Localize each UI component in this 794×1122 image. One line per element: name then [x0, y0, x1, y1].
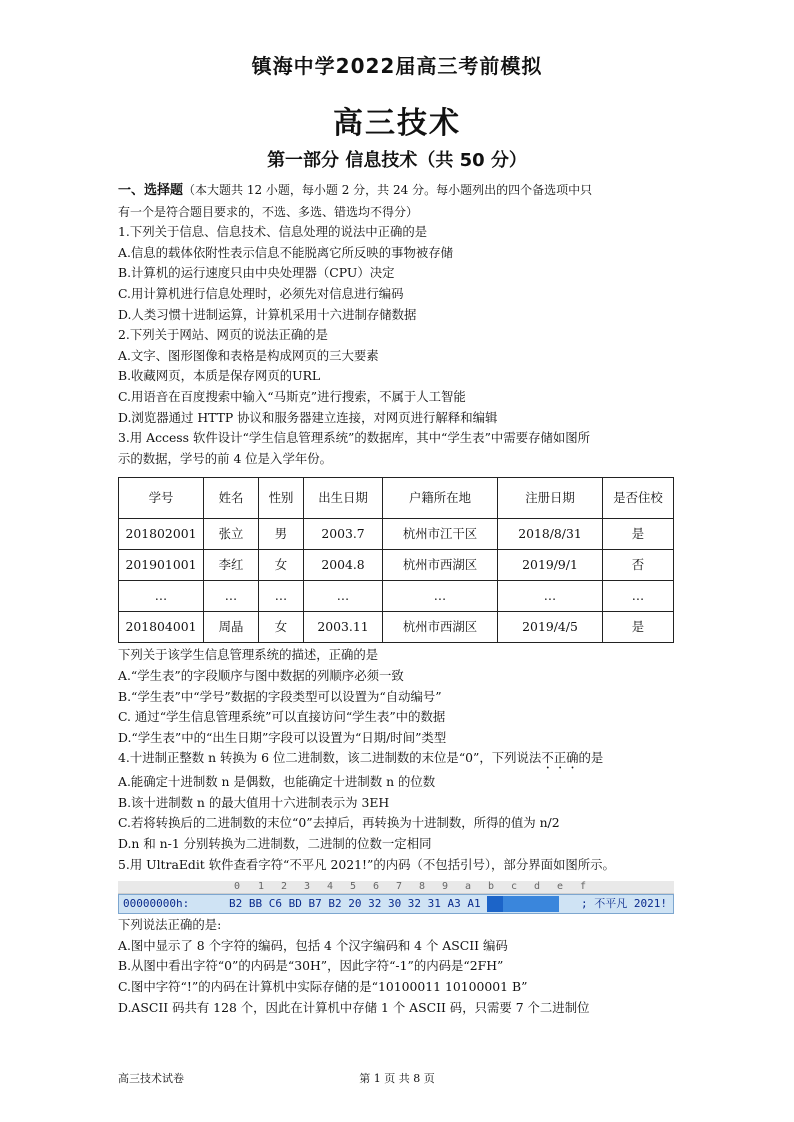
part-title: 第一部分 信息技术（共 50 分） — [267, 150, 527, 171]
ruler-label: 6 — [373, 881, 380, 893]
table-row — [119, 550, 674, 581]
exam-content — [118, 180, 678, 1018]
table-header: 学号 — [119, 478, 204, 519]
table-header: 出生日期 — [304, 478, 383, 519]
section-intro — [118, 180, 678, 202]
question-2-stem: 2.下列关于网站、网页的说法正确的是 — [118, 327, 329, 343]
question-5-option-a: A.图中显示了 8 个字符的编码，包括 4 个汉字编码和 4 个 ASCII 编码 — [118, 937, 508, 953]
table-cell: 杭州市西湖区 — [383, 550, 498, 581]
question-3-option-a: A.“学生表”的字段顺序与图中数据的列顺序必须一致 — [118, 667, 404, 683]
table-cell: … — [603, 581, 674, 612]
question-2-option-a: A.文字、图形图像和表格是构成网页的三大要素 — [118, 347, 379, 363]
table-cell: 2018/8/31 — [498, 519, 603, 550]
table-cell: 男 — [259, 519, 304, 550]
ruler-label: 4 — [327, 881, 334, 893]
ruler-label: a — [465, 881, 472, 893]
ruler-label: 9 — [442, 881, 449, 893]
table-cell: 2019/9/1 — [498, 550, 603, 581]
table-cell: 是 — [603, 519, 674, 550]
ruler-label: 3 — [304, 881, 311, 893]
question-3-option-b: B.“学生表”中“学号”数据的字段类型可以设置为“自动编号” — [118, 688, 442, 704]
table-header: 户籍所在地 — [383, 478, 498, 519]
ruler-label: 7 — [396, 881, 403, 893]
question-2-option-b: B.收藏网页，本质是保存网页的URL — [118, 368, 321, 384]
ruler-label: c — [511, 881, 518, 893]
ruler-label: f — [580, 881, 587, 893]
question-3-prompt: 下列关于该学生信息管理系统的描述，正确的是 — [118, 647, 379, 663]
hex-data-row — [118, 894, 674, 914]
table-cell: 女 — [259, 550, 304, 581]
question-1-stem: 1.下列关于信息、信息技术、信息处理的说法中正确的是 — [118, 224, 428, 240]
hex-ascii-text: ; 不平凡 2021! — [581, 897, 667, 911]
table-cell: 2003.7 — [304, 519, 383, 550]
subject-title: 高三技术 — [333, 106, 461, 141]
question-4-option-d: D.n 和 n-1 分别转换为二进制数，二进制的位数一定相同 — [118, 836, 432, 852]
question-4-stem-text: 4.十进制正整数 n 转换为 6 位二进制数，该二进制数的末位是“0”，下列说法 — [118, 750, 542, 766]
table-header-row — [119, 478, 674, 519]
question-2-option-d: D.浏览器通过 HTTP 协议和服务器建立连接，对网页进行解释和编辑 — [118, 409, 498, 425]
footer-page-number: 第 1 页 共 8 页 — [359, 1072, 435, 1085]
table-cell: 周晶 — [204, 612, 259, 643]
question-5-option-c: C.图中字符“!”的内码在计算机中实际存储的是“10100011 10100001 B” — [118, 979, 528, 995]
table-row — [119, 581, 674, 612]
student-table — [118, 477, 674, 643]
selection-highlight — [503, 896, 559, 912]
footer-exam-name: 高三技术试卷 — [118, 1072, 184, 1085]
table-header: 姓名 — [204, 478, 259, 519]
table-cell: 是 — [603, 612, 674, 643]
table-cell: 2003.11 — [304, 612, 383, 643]
ruler-label: d — [534, 881, 541, 893]
question-2-option-c: C.用语音在百度搜索中输入“马斯克”进行搜索，不属于人工智能 — [118, 388, 466, 404]
ruler-label: 2 — [281, 881, 288, 893]
ultraedit-hex-view — [118, 881, 674, 915]
table-header: 注册日期 — [498, 478, 603, 519]
ruler-label: e — [557, 881, 564, 893]
hex-bytes: B2 BB C6 BD B7 B2 20 32 30 32 31 A3 A1 — [229, 897, 481, 911]
ruler-label: b — [488, 881, 495, 893]
question-5-option-b: B.从图中看出字符“0”的内码是“30H”，因此字符“-1”的内码是“2FH” — [118, 958, 504, 974]
question-3-option-c: C. 通过“学生信息管理系统”可以直接访问“学生表”中的数据 — [118, 709, 446, 725]
table-cell: … — [498, 581, 603, 612]
ruler-label: 8 — [419, 881, 426, 893]
table-cell: 杭州市江干区 — [383, 519, 498, 550]
table-cell: 2004.8 — [304, 550, 383, 581]
question-3-option-d: D.“学生表”中的“出生日期”字段可以设置为“日期/时间”类型 — [118, 729, 447, 745]
table-cell: 李红 — [204, 550, 259, 581]
question-4-stem — [118, 748, 678, 772]
section-heading: 一、选择题 — [118, 183, 184, 198]
table-cell: … — [383, 581, 498, 612]
hex-address: 00000000h: — [123, 897, 190, 911]
table-cell: 201804001 — [119, 612, 204, 643]
table-cell: 201901001 — [119, 550, 204, 581]
table-cell: 2019/4/5 — [498, 612, 603, 643]
question-1-option-b: B.计算机的运行速度只由中央处理器（CPU）决定 — [118, 265, 395, 281]
question-5-prompt: 下列说法正确的是: — [118, 917, 222, 933]
question-3-stem-cont: 示的数据，学号的前 4 位是入学年份。 — [118, 450, 333, 466]
question-4-option-a: A.能确定十进制数 n 是偶数，也能确定十进制数 n 的位数 — [118, 774, 436, 790]
table-cell: … — [119, 581, 204, 612]
table-row — [119, 519, 674, 550]
text-cursor — [487, 896, 503, 912]
table-header: 是否住校 — [603, 478, 674, 519]
question-4-emphasis: 不正确 — [541, 750, 579, 766]
table-header: 性别 — [259, 478, 304, 519]
question-1-option-d: D.人类习惯十进制运算，计算机采用十六进制存储数据 — [118, 306, 417, 322]
question-5-option-d: D.ASCII 码共有 128 个，因此在计算机中存储 1 个 ASCII 码，只需要 7 个二进制位 — [118, 999, 590, 1015]
school-title: 镇海中学2022届高三考前模拟 — [251, 54, 543, 78]
section-description: （本大题共 12 小题，每小题 2 分，共 24 分。每小题列出的四个备选项中只 — [183, 183, 593, 197]
table-cell: 女 — [259, 612, 304, 643]
table-cell: 201802001 — [119, 519, 204, 550]
question-4-stem-end: 的是 — [578, 750, 604, 766]
table-cell: … — [259, 581, 304, 612]
question-4-option-b: B.该十进制数 n 的最大值用十六进制表示为 3EH — [118, 794, 390, 810]
ruler-label: 1 — [258, 881, 265, 893]
table-cell: … — [204, 581, 259, 612]
ruler-label: 0 — [234, 881, 241, 893]
table-cell: … — [304, 581, 383, 612]
table-cell: 张立 — [204, 519, 259, 550]
table-row — [119, 612, 674, 643]
table-cell: 否 — [603, 550, 674, 581]
hex-ruler — [118, 881, 674, 894]
question-4-option-c: C.若将转换后的二进制数的末位“0”去掉后，再转换为十进制数，所得的值为 n/2 — [118, 815, 560, 831]
question-1-option-a: A.信息的载体依附性表示信息不能脱离它所反映的事物被存储 — [118, 244, 454, 260]
table-cell: 杭州市西湖区 — [383, 612, 498, 643]
question-5-stem: 5.用 UltraEdit 软件查看字符“不平凡 2021!”的内码（不包括引号），部分界面如图所示。 — [118, 856, 615, 872]
question-3-stem: 3.用 Access 软件设计“学生信息管理系统”的数据库，其中“学生表”中需要存储如图所 — [118, 430, 591, 446]
question-1-option-c: C.用计算机进行信息处理时，必须先对信息进行编码 — [118, 285, 404, 301]
ruler-label: 5 — [350, 881, 357, 893]
section-description-cont: 有一个是符合题目要求的，不选、多选、错选均不得分） — [118, 204, 419, 219]
